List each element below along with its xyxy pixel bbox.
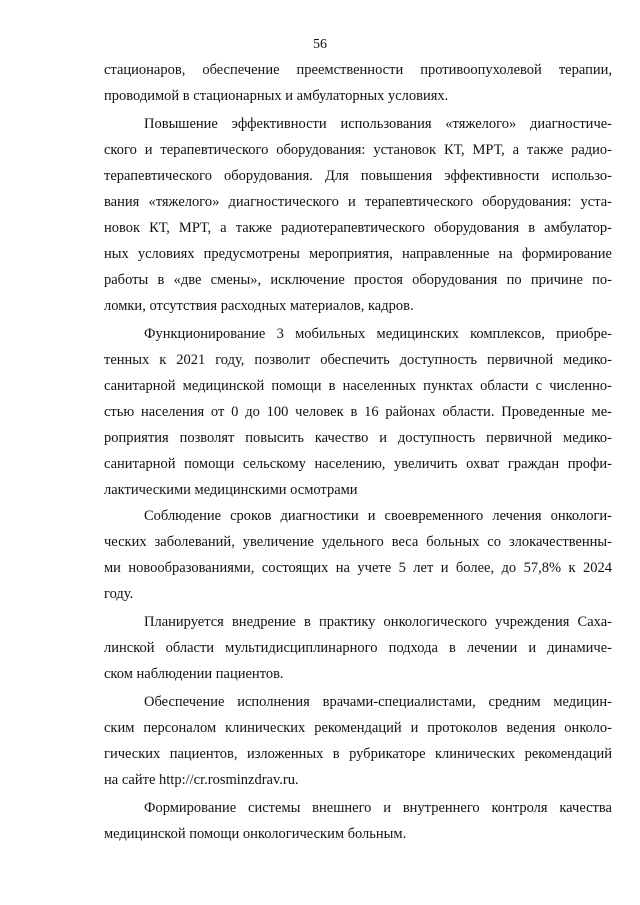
text-line: гических пациентов, изложенных в рубрикаторе клинических рекомендаций	[104, 746, 612, 762]
text-line: лактическими медицинскими осмотрами	[104, 482, 358, 498]
text-line: ных условиях предусмотрены мероприятия, направленные на формирование	[104, 246, 612, 262]
text-line: санитарной помощи сельскому населению, увеличить охват граждан профи-	[104, 456, 612, 472]
text-line: вания «тяжелого» диагностического и терапевтического оборудования: уста-	[104, 194, 612, 210]
page-number: 56	[313, 37, 327, 52]
paragraph-first-line: Соблюдение сроков диагностики и своевременного лечения онкологи-	[144, 508, 612, 524]
text-line: ском наблюдении пациентов.	[104, 666, 284, 682]
paragraph-first-line: Планируется внедрение в практику онкологического учреждения Саха-	[144, 614, 612, 630]
paragraph-first-line: Формирование системы внешнего и внутреннего контроля качества	[144, 800, 612, 816]
text-line: линской области мультидисциплинарного подхода в лечении и динамиче-	[104, 640, 612, 656]
text-line: медицинской помощи онкологическим больным.	[104, 826, 407, 842]
text-line: ломки, отсутствия расходных материалов, кадров.	[104, 298, 414, 314]
text-line: ским персоналом клинических рекомендаций и протоколов ведения онколо-	[104, 720, 612, 736]
text-line: работы в «две смены», исключение простоя оборудования по причине по-	[104, 272, 612, 288]
text-line: на сайте http://cr.rosminzdrav.ru.	[104, 772, 299, 788]
text-line: роприятия позволят повысить качество и доступность первичной медико-	[104, 430, 612, 446]
text-line: ческих заболеваний, увеличение удельного веса больных со злокачественны-	[104, 534, 612, 550]
text-line: ми новообразованиями, состоящих на учете 5 лет и более, до 57,8% к 2024	[104, 560, 612, 576]
text-line: санитарной медицинской помощи в населенных пунктах области с численно-	[104, 378, 612, 394]
text-line: стью населения от 0 до 100 человек в 16 районах области. Проведенные ме-	[104, 404, 612, 420]
paragraph-first-line: Обеспечение исполнения врачами-специалистами, средним медицин-	[144, 694, 612, 710]
text-line: новок КТ, МРТ, а также радиотерапевтического оборудования в амбулатор-	[104, 220, 612, 236]
paragraph-first-line: Повышение эффективности использования «тяжелого» диагностиче-	[144, 116, 612, 132]
text-line: тенных к 2021 году, позволит обеспечить доступность первичной медико-	[104, 352, 612, 368]
text-line: терапевтического оборудования. Для повышения эффективности использо-	[104, 168, 612, 184]
text-line: стационаров, обеспечение преемственности противоопухолевой терапии,	[104, 62, 612, 78]
text-line: ского и терапевтического оборудования: установок КТ, МРТ, а также радио-	[104, 142, 612, 158]
paragraph-first-line: Функционирование 3 мобильных медицинских комплексов, приобре-	[144, 326, 612, 342]
text-line: проводимой в стационарных и амбулаторных условиях.	[104, 88, 449, 104]
text-line: году.	[104, 586, 134, 602]
